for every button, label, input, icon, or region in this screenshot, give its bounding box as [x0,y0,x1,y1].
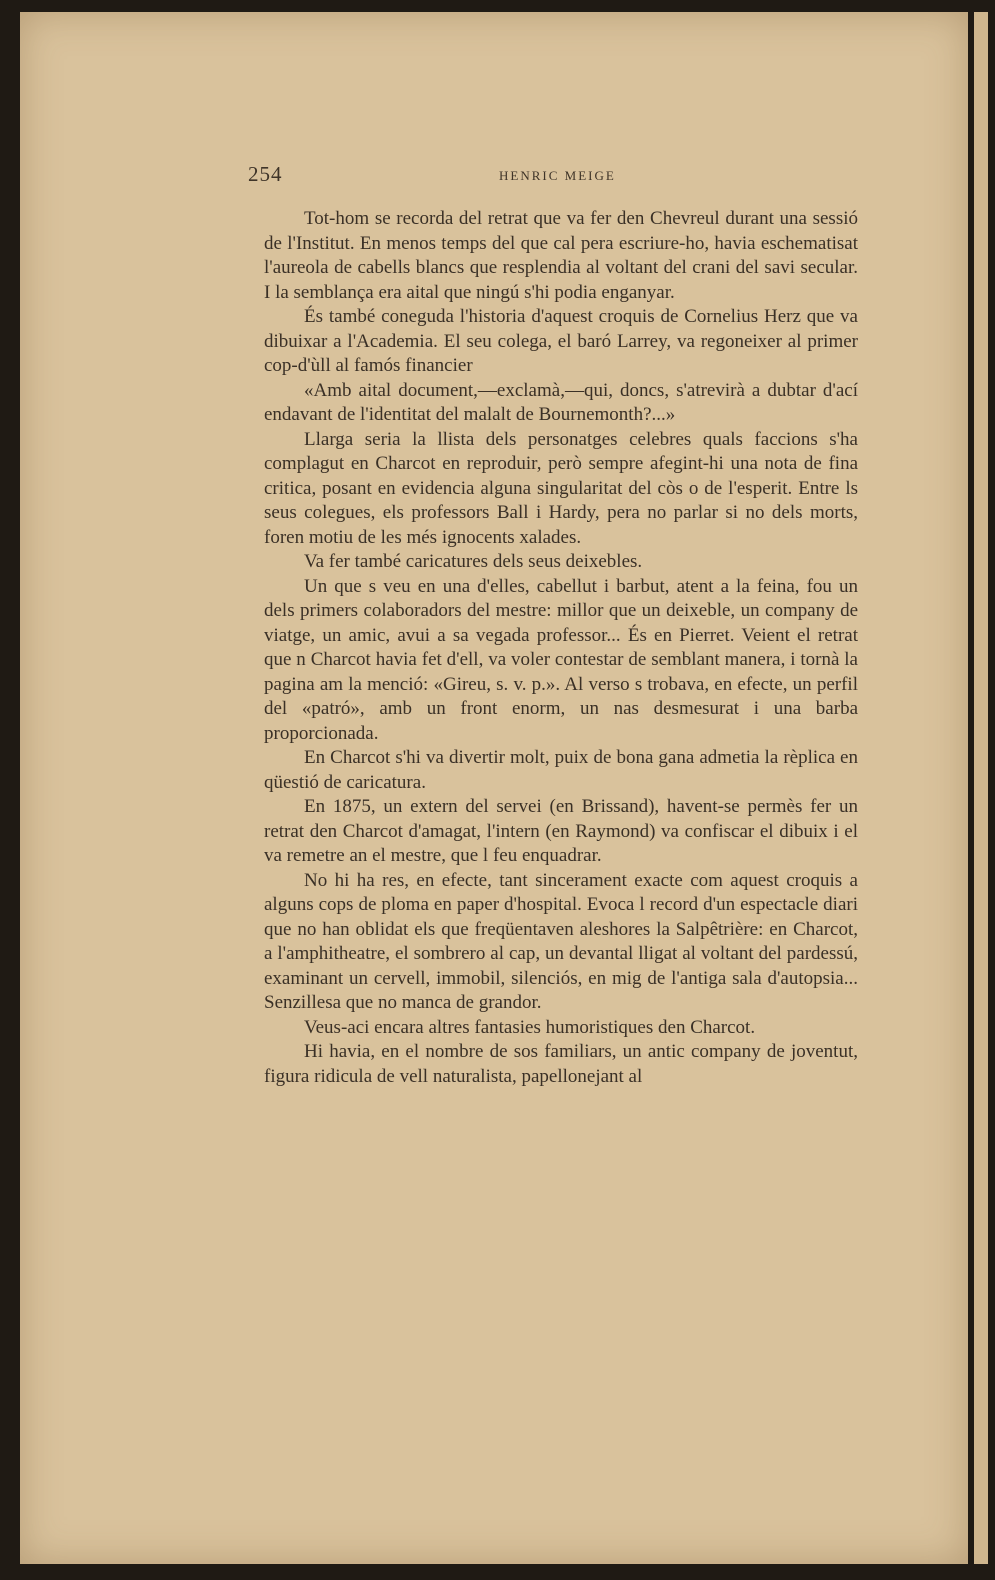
paragraph: És també coneguda l'historia d'aquest croquis de Cornelius Herz que va dibuixar a l'Academia. El seu colega, el baró Larrey, va regoneixer al primer cop-d'ùll al famós financier [264,306,858,376]
running-head [248,160,858,190]
paragraph: No hi ha res, en efecte, tant sincerament exacte com aquest croquis a alguns cops de ploma en paper d'hospital. Evoca l record d'un espectacle diari que no han oblidat els que freqüentaven aleshores la Salpêtrière: en Charcot, a l'amphitheatre, el sombrero al cap, un devantal lligat al voltant del pardessú, examinant un cervell, immobil, silenciós, en mig de l'antiga sala d'autopsia... Senzillesa que no manca de grandor. [264,869,858,1013]
paragraph: En 1875, un extern del servei (en Brissand), havent-se permès fer un retrat den Charcot d'amagat, l'intern (en Raymond) va confiscar el dibuix i el va remetre an el mestre, que l feu enquadrar. [264,796,858,866]
running-title: HENRIC MEIGE [499,168,616,183]
paragraph: Llarga seria la llista dels personatges celebres quals faccions s'ha complagut en Charcot en reproduir, però sempre afegint-hi una nota de fina critica, posant en evidencia alguna singularitat del còs o de l'esperit. Entre ls seus colegues, els professors Ball i Hardy, pera no parlar si no dels morts, foren motiu de les més ignocents xalades. [264,428,858,548]
paragraph: Tot-hom se recorda del retrat que va fer den Chevreul durant una sessió de l'Institut. En menos temps del que cal pera escriure-ho, havia eschematisat l'aureola de cabells blancs que resplendia al voltant del crani del savi secular. I la semblança era aital que ningú s'hi podia enganyar. [264,208,858,303]
paragraph: Hi havia, en el nombre de sos familiars, un antic company de joventut, figura ridicula de vell naturalista, papellonejant al [264,1041,858,1087]
paragraph: Un que s veu en una d'elles, cabellut i barbut, atent a la feina, fou un dels primers colaboradors del mestre: millor que un deixeble, un company de viatge, un amic, avui a sa vegada professor... És en Pierret. Veient el retrat que n Charcot havia fet d'ell, va voler contestar de semblant manera, i tornà la pagina am la menció: «Gireu, s. v. p.». Al verso s trobava, en efecte, un perfil del «patró», amb un front enorm, un nas desmesurat i una barba proporcionada. [264,575,858,744]
paragraph: En Charcot s'hi va divertir molt, puix de bona gana admetia la rèplica en qüestió de caricatura. [264,747,858,793]
page-number: 254 [248,162,283,186]
paragraph: Veus-aci encara altres fantasies humoristiques den Charcot. [304,1016,756,1038]
body-text [264,207,858,1089]
paragraph: «Amb aital document,—exclamà,—qui, doncs, s'atrevirà a dubtar d'ací endavant de l'identitat del malalt de Bournemonth?...» [264,379,858,425]
next-page-edge [974,12,988,1564]
paragraph: Va fer també caricatures dels seus deixebles. [304,551,643,572]
